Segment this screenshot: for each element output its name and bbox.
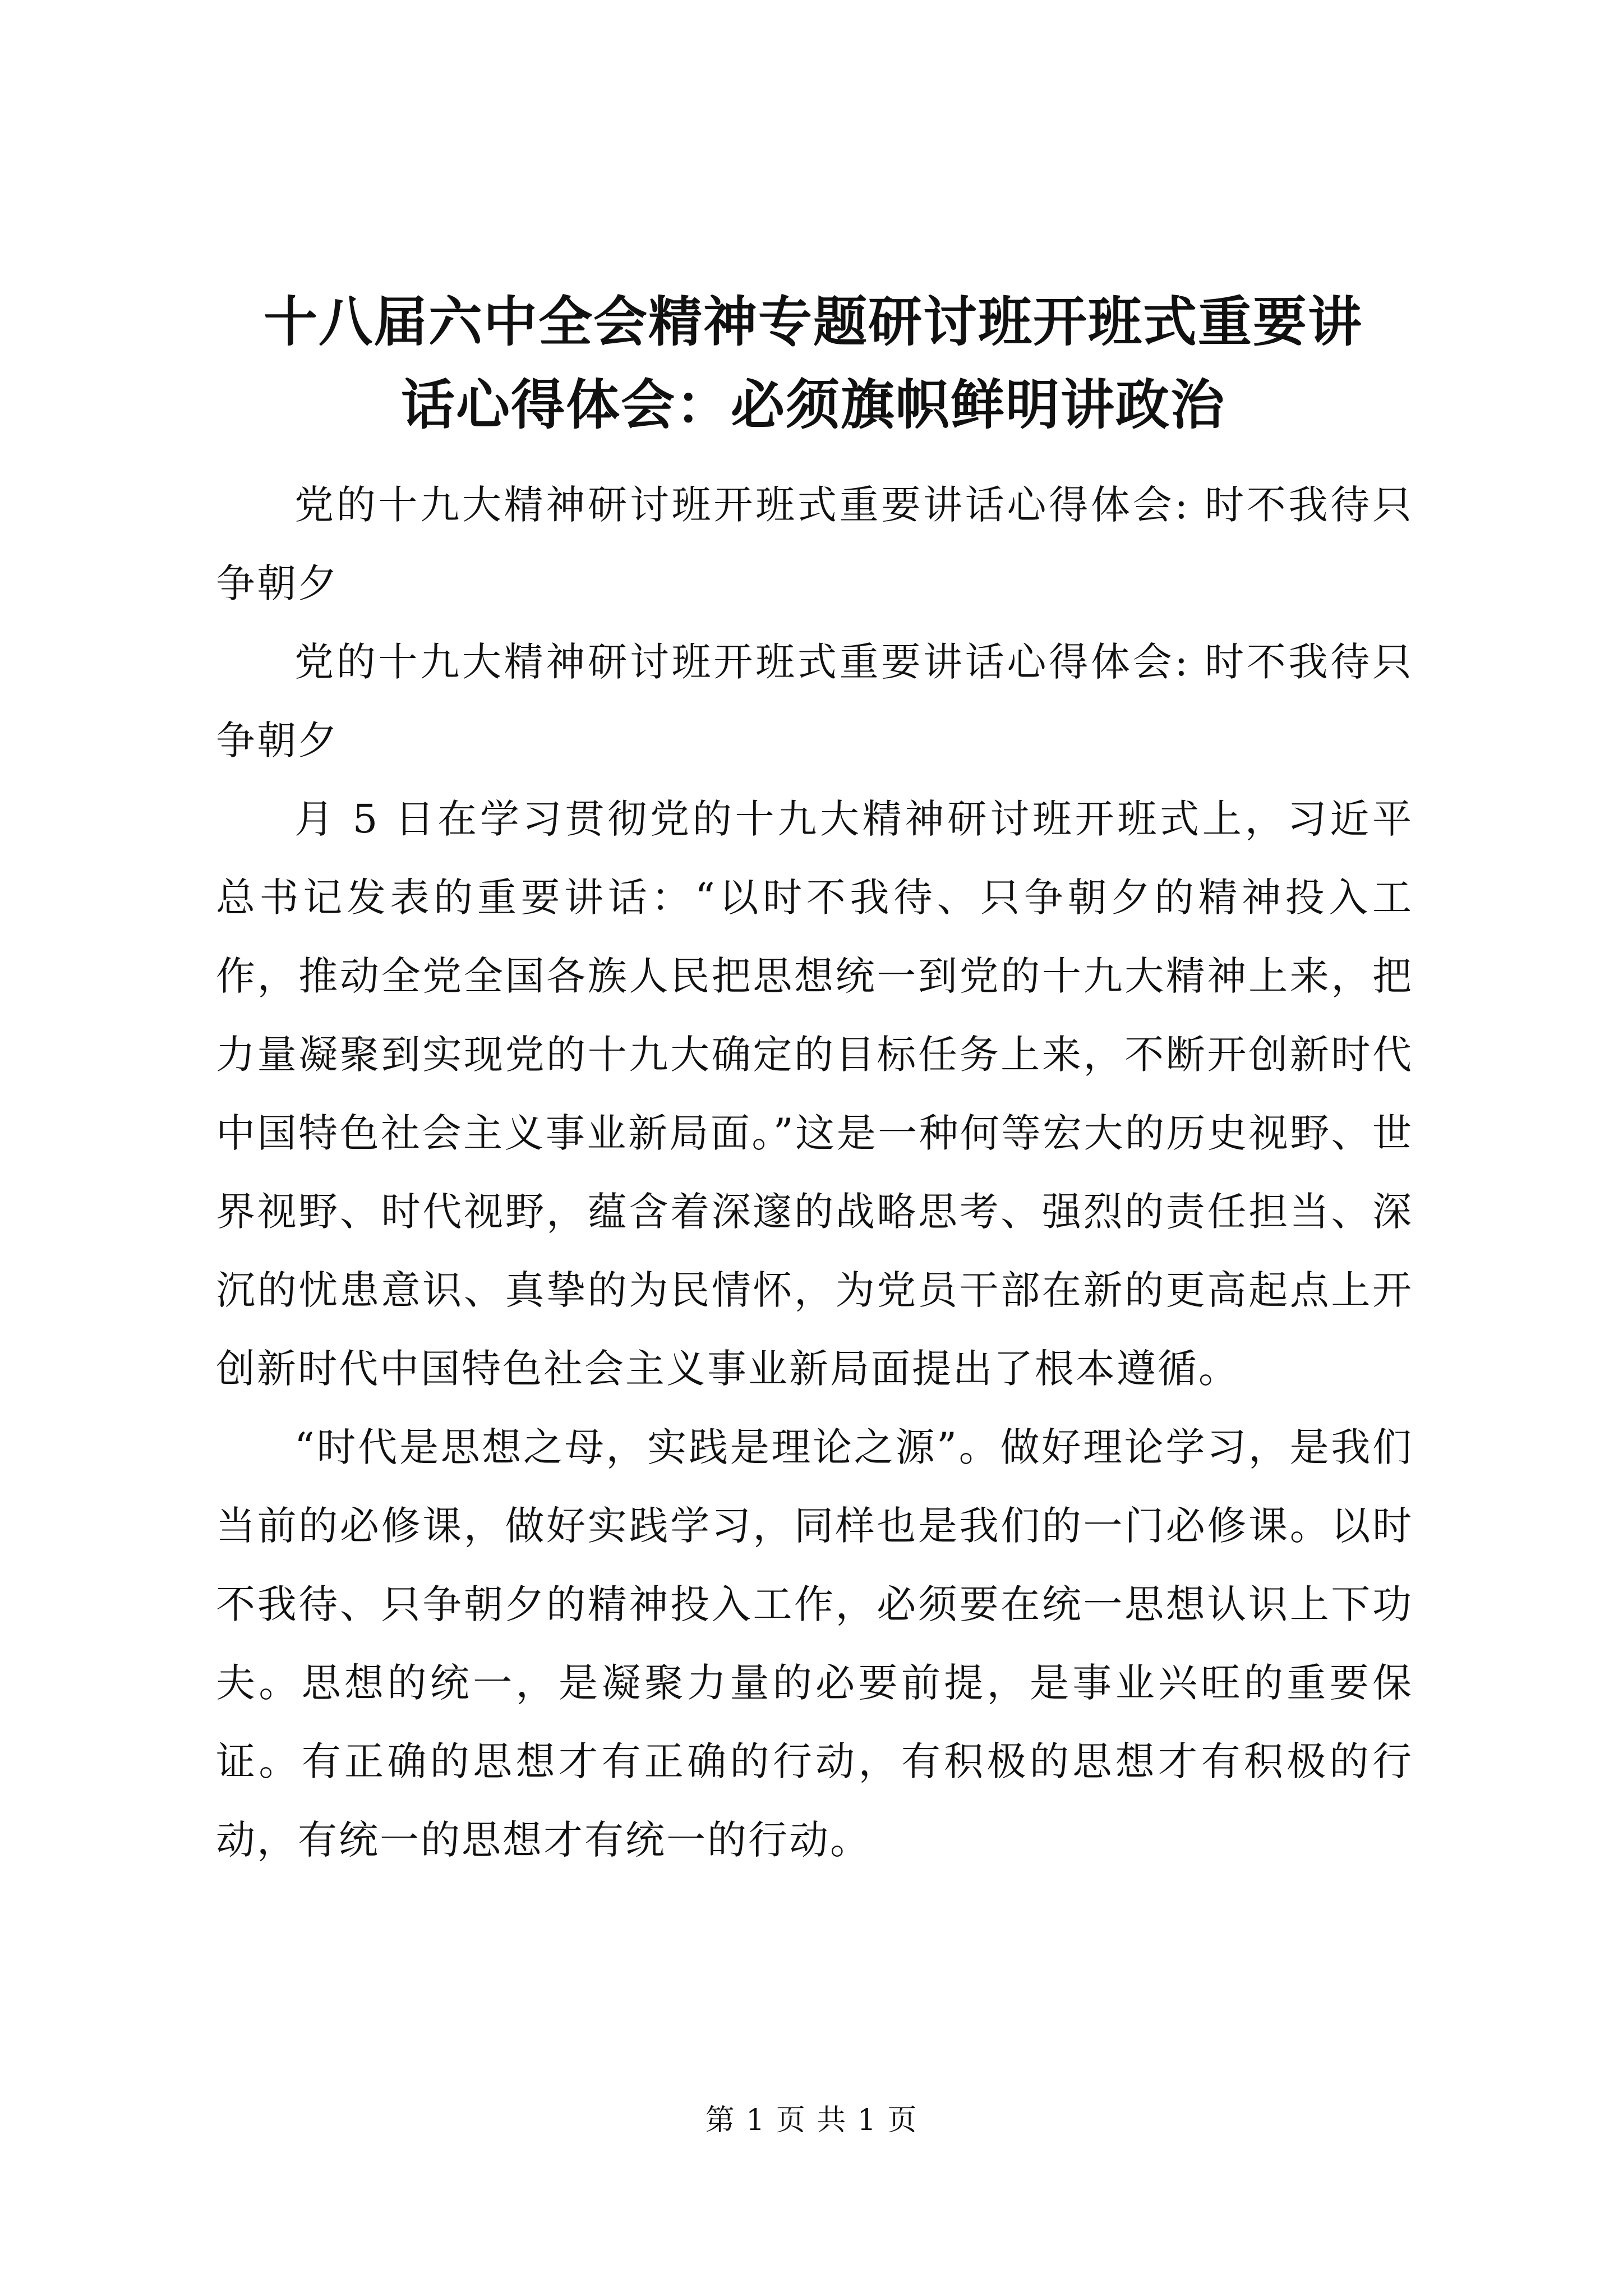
- paragraph-4: “时代是思想之母，实践是理论之源”。做好理论学习，是我们当前的必修课，做好实践学习，同样也是我们的一门必修课。以时不我待、只争朝夕的精神投入工作，必须要在统一思想认识上下功夫。思想的统一，是凝聚力量的必要前提，是事业兴旺的重要保证。有正确的思想才有正确的行动，有积极的思想才有积极的行动，有统一的思想才有统一的行动。: [216, 1424, 1413, 1863]
- paragraph-3: 月 5 日在学习贯彻党的十九大精神研讨班开班式上，习近平总书记发表的重要讲话：“以时不我待、只争朝夕的精神投入工作，推动全党全国各族人民把思想统一到党的十九大精神上来，把力量凝聚到实现党的十九大确定的目标任务上来，不断开创新时代中国特色社会主义事业新局面。”这是一种何等宏大的历史视野、世界视野、时代视野，蕴含着深邃的战略思考、强烈的责任担当、深沉的忧患意识、真挚的为民情怀，为党员干部在新的更高起点上开创新时代中国特色社会主义事业新局面提出了根本遵循。: [216, 796, 1413, 1392]
- title-line-1: 十八届六中全会精神专题研讨班开班式重要讲: [264, 290, 1363, 353]
- document-title: [202, 280, 1424, 447]
- paragraph-2: 党的十九大精神研讨班开班式重要讲话心得体会: 时不我待只争朝夕: [216, 639, 1413, 763]
- title-line-2: 话心得体会：必须旗帜鲜明讲政治: [401, 373, 1225, 436]
- paragraph-1: 党的十九大精神研讨班开班式重要讲话心得体会: 时不我待只争朝夕: [216, 482, 1413, 606]
- page-footer: 第 1 页 共 1 页: [705, 2104, 918, 2137]
- document-body: [216, 466, 1413, 1879]
